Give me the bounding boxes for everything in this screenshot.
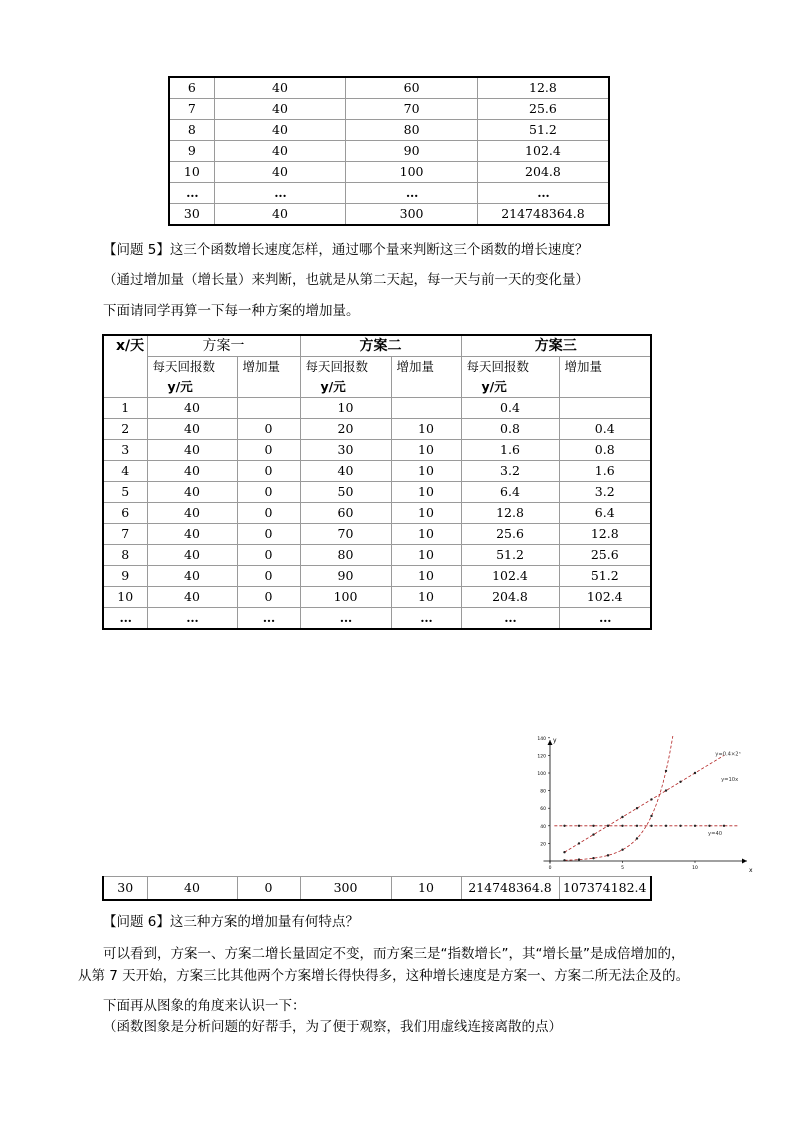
table-row <box>169 204 609 226</box>
table-cell: 40 <box>214 99 346 120</box>
y-tick-label: 120 <box>537 754 546 760</box>
table-cell <box>559 398 651 419</box>
table-cell: 3.2 <box>461 461 559 482</box>
table-cell: 10 <box>391 461 461 482</box>
data-point <box>694 772 696 774</box>
plan-2-increment-label: 增加量 <box>391 357 461 398</box>
table-cell: 10 <box>391 419 461 440</box>
table-cell: 0.4 <box>559 419 651 440</box>
table-cell: 3.2 <box>559 482 651 503</box>
table-cell: 10 <box>169 162 214 183</box>
table-cell: 40 <box>147 419 237 440</box>
data-point <box>665 825 667 827</box>
data-point <box>592 857 594 859</box>
table-cell: 40 <box>214 141 346 162</box>
table-cell: 300 <box>346 204 478 226</box>
y-tick-label: 60 <box>540 807 546 813</box>
table-cell: 100 <box>300 587 391 608</box>
table-cell: … <box>147 608 237 630</box>
table-cell: 40 <box>147 587 237 608</box>
table-cell: 8 <box>103 545 147 566</box>
y-axis-label: y <box>553 737 557 745</box>
data-point <box>650 815 652 817</box>
graph-intro: 下面再从图象的角度来认识一下： <box>103 998 306 1014</box>
y-axis-arrow <box>548 740 553 745</box>
data-point <box>578 842 580 844</box>
table-cell: 40 <box>147 524 237 545</box>
data-point <box>578 825 580 827</box>
series-line-linear <box>565 755 725 852</box>
table-row <box>169 141 609 162</box>
table-cell: 12.8 <box>461 503 559 524</box>
table1-body <box>169 77 609 225</box>
answer-line-1: 可以看到，方案一、方案二增长量固定不变，而方案三是“指数增长”，其“增长量”是成倍增加的， <box>103 946 685 962</box>
plan-3-increment-label: 增加量 <box>559 357 651 398</box>
table-cell: 0 <box>237 877 300 901</box>
table-cell: 40 <box>147 503 237 524</box>
table-cell: 90 <box>346 141 478 162</box>
table-row <box>169 183 609 204</box>
table-cell: 0.8 <box>461 419 559 440</box>
table-cell: … <box>237 608 300 630</box>
table-cell: 30 <box>103 877 147 901</box>
table-cell: 6.4 <box>461 482 559 503</box>
table-cell: 300 <box>300 877 391 901</box>
data-point <box>665 770 667 772</box>
plan-2-header: 方案二 <box>300 335 461 357</box>
data-point <box>563 851 565 853</box>
table-cell: 70 <box>300 524 391 545</box>
table-cell: 30 <box>300 440 391 461</box>
chart-series-labels <box>708 751 742 836</box>
table-cell: 9 <box>103 566 147 587</box>
table-cell: 214748364.8 <box>477 204 609 226</box>
table-cell: 6 <box>169 77 214 99</box>
table-cell: 1 <box>103 398 147 419</box>
plan-3-header: 方案三 <box>461 335 651 357</box>
table-row <box>169 162 609 183</box>
chart-series-points <box>563 770 725 862</box>
table-cell: 6.4 <box>559 503 651 524</box>
table-cell: 0 <box>237 587 300 608</box>
increment-prompt: 下面请同学再算一下每一种方案的增加量。 <box>103 303 360 319</box>
plan-1-header: 方案一 <box>147 335 300 357</box>
table-cell: 102.4 <box>461 566 559 587</box>
table-cell: 40 <box>147 566 237 587</box>
chart-ticks <box>537 736 698 871</box>
plan-1-unit-label: y/元 <box>147 377 237 398</box>
table-row <box>103 877 651 901</box>
table-cell: … <box>477 183 609 204</box>
chart-axes <box>544 737 754 874</box>
table-cell: 107374182.4 <box>559 877 651 901</box>
x-tick-label: 5 <box>621 866 624 871</box>
table-row <box>103 482 651 503</box>
table-cell: 25.6 <box>477 99 609 120</box>
plan-1-increment-label: 增加量 <box>237 357 300 398</box>
table-cell: … <box>300 608 391 630</box>
table-cell: 1.6 <box>461 440 559 461</box>
table-cell: 40 <box>214 77 346 99</box>
table-cell: 102.4 <box>559 587 651 608</box>
table-row <box>103 566 651 587</box>
data-point <box>592 825 594 827</box>
table-cell: … <box>346 183 478 204</box>
table-row <box>169 99 609 120</box>
x-tick-label: 10 <box>692 866 698 871</box>
table-cell: 10 <box>300 398 391 419</box>
data-point <box>723 825 725 827</box>
table-cell: 25.6 <box>559 545 651 566</box>
plan-1-daily-return-label: 每天回报数 <box>147 357 237 378</box>
graph-note: （函数图象是分析问题的好帮手，为了便于观察，我们用虚线连接离散的点） <box>103 1019 562 1035</box>
data-point <box>636 825 638 827</box>
table-cell: 10 <box>391 524 461 545</box>
table-cell: 80 <box>346 120 478 141</box>
table-cell: 40 <box>300 461 391 482</box>
table-cell: 0 <box>237 566 300 587</box>
table-row <box>103 419 651 440</box>
label-linear: y=10x <box>721 776 739 783</box>
table-cell: 90 <box>300 566 391 587</box>
table-cell: 8 <box>169 120 214 141</box>
table-cell: 12.8 <box>477 77 609 99</box>
data-point <box>636 807 638 809</box>
table-cell: 1.6 <box>559 461 651 482</box>
increment-table <box>102 334 652 630</box>
table-row <box>169 77 609 99</box>
table-cell: 102.4 <box>477 141 609 162</box>
table-cell: 0 <box>237 440 300 461</box>
table-cell: 40 <box>214 204 346 226</box>
question-5-title: 【问题 5】这三个函数增长速度怎样，通过哪个量来判断这三个函数的增长速度？ <box>103 242 589 258</box>
table-cell: 10 <box>391 440 461 461</box>
data-point <box>607 854 609 856</box>
plan-3-daily-return-label: 每天回报数 <box>461 357 559 378</box>
data-point <box>578 858 580 860</box>
plan-2-unit-label: y/元 <box>300 377 391 398</box>
table-cell: 40 <box>147 482 237 503</box>
table-row <box>103 440 651 461</box>
table-row <box>103 524 651 545</box>
table-cell: 3 <box>103 440 147 461</box>
table-cell: 60 <box>300 503 391 524</box>
label-constant: y=40 <box>708 830 723 837</box>
table-cell: 7 <box>103 524 147 545</box>
table-cell: 10 <box>391 545 461 566</box>
table-cell: 100 <box>346 162 478 183</box>
x-axis-label: x <box>749 867 753 874</box>
table-cell: 10 <box>391 877 461 901</box>
table-cell: 40 <box>147 461 237 482</box>
data-point <box>621 825 623 827</box>
table-cell: 60 <box>346 77 478 99</box>
data-point <box>563 859 565 861</box>
plan-3-unit-label: y/元 <box>461 377 559 398</box>
table-row <box>103 398 651 419</box>
function-graph <box>520 650 760 878</box>
table-cell: 10 <box>391 566 461 587</box>
table-cell: 30 <box>169 204 214 226</box>
chart-series-lines <box>554 650 738 860</box>
data-point <box>563 825 565 827</box>
y-tick-label: 140 <box>537 736 546 742</box>
data-point <box>679 825 681 827</box>
increment-table-last-row <box>102 876 652 901</box>
table-cell: 80 <box>300 545 391 566</box>
table-cell: 40 <box>147 398 237 419</box>
data-point <box>621 816 623 818</box>
table-cell: 10 <box>391 587 461 608</box>
table-cell <box>237 398 300 419</box>
table2-body <box>103 398 651 630</box>
data-point <box>650 798 652 800</box>
table-row <box>103 461 651 482</box>
table-cell: … <box>461 608 559 630</box>
data-point <box>650 825 652 827</box>
table-row <box>103 545 651 566</box>
table-cell: 0 <box>237 545 300 566</box>
y-tick-label: 20 <box>540 842 546 848</box>
question-5-answer: （通过增加量（增长量）来判断，也就是从第二天起，每一天与前一天的变化量） <box>103 272 589 288</box>
x-axis-arrow <box>742 859 747 864</box>
table-cell <box>391 398 461 419</box>
table-row <box>103 608 651 630</box>
table-cell: … <box>391 608 461 630</box>
table-cell: 0 <box>237 461 300 482</box>
x-day-header: x/天 <box>103 335 147 357</box>
x-tick-label: 0 <box>548 866 552 871</box>
table-cell: 40 <box>147 440 237 461</box>
table-cell: 40 <box>214 120 346 141</box>
table-cell: 40 <box>147 545 237 566</box>
table-cell: 12.8 <box>559 524 651 545</box>
table-cell: 10 <box>103 587 147 608</box>
table-cell: 50 <box>300 482 391 503</box>
table-cell: 40 <box>214 162 346 183</box>
label-exponential: y=0.4×2ˣ <box>715 751 741 758</box>
table-cell: 0 <box>237 482 300 503</box>
daily-return-table-continued <box>168 76 610 226</box>
y-tick-label: 80 <box>540 789 546 795</box>
table-cell: 20 <box>300 419 391 440</box>
table-cell: … <box>103 608 147 630</box>
data-point <box>708 825 710 827</box>
table-cell: 204.8 <box>461 587 559 608</box>
table-cell: 51.2 <box>477 120 609 141</box>
plan-2-daily-return-label: 每天回报数 <box>300 357 391 378</box>
table-cell: … <box>169 183 214 204</box>
table3-body <box>103 877 651 901</box>
series-line-exponential <box>565 650 690 860</box>
table-cell: 2 <box>103 419 147 440</box>
table-cell: 0.8 <box>559 440 651 461</box>
table-cell: 9 <box>169 141 214 162</box>
table-cell: 25.6 <box>461 524 559 545</box>
table-cell: 51.2 <box>461 545 559 566</box>
table-cell: 0 <box>237 419 300 440</box>
table-cell: 10 <box>391 503 461 524</box>
table-cell: 0 <box>237 503 300 524</box>
table-cell: 204.8 <box>477 162 609 183</box>
table-cell: … <box>214 183 346 204</box>
y-tick-label: 100 <box>537 772 546 777</box>
data-point <box>621 849 623 851</box>
data-point <box>679 781 681 783</box>
table-cell: 5 <box>103 482 147 503</box>
answer-line-2: 从第 7 天开始，方案三比其他两个方案增长得快得多，这种增长速度是方案一、方案二所无法企及的。 <box>78 968 690 984</box>
table-cell: 6 <box>103 503 147 524</box>
table-cell: 51.2 <box>559 566 651 587</box>
data-point <box>592 833 594 835</box>
table-cell: 0.4 <box>461 398 559 419</box>
table-row <box>169 120 609 141</box>
table-cell: 4 <box>103 461 147 482</box>
table-cell: 214748364.8 <box>461 877 559 901</box>
data-point <box>665 789 667 791</box>
data-point <box>694 825 696 827</box>
x-header-spacer <box>103 357 147 398</box>
table-row <box>103 503 651 524</box>
table-cell: 10 <box>391 482 461 503</box>
table-cell: 40 <box>147 877 237 901</box>
table-cell: 0 <box>237 524 300 545</box>
table-cell: 7 <box>169 99 214 120</box>
question-6-title: 【问题 6】这三种方案的增加量有何特点？ <box>103 914 359 930</box>
data-point <box>636 837 638 839</box>
table-row <box>103 587 651 608</box>
data-point <box>607 825 609 827</box>
y-tick-label: 40 <box>540 824 546 830</box>
table-cell: 70 <box>346 99 478 120</box>
table-cell: … <box>559 608 651 630</box>
